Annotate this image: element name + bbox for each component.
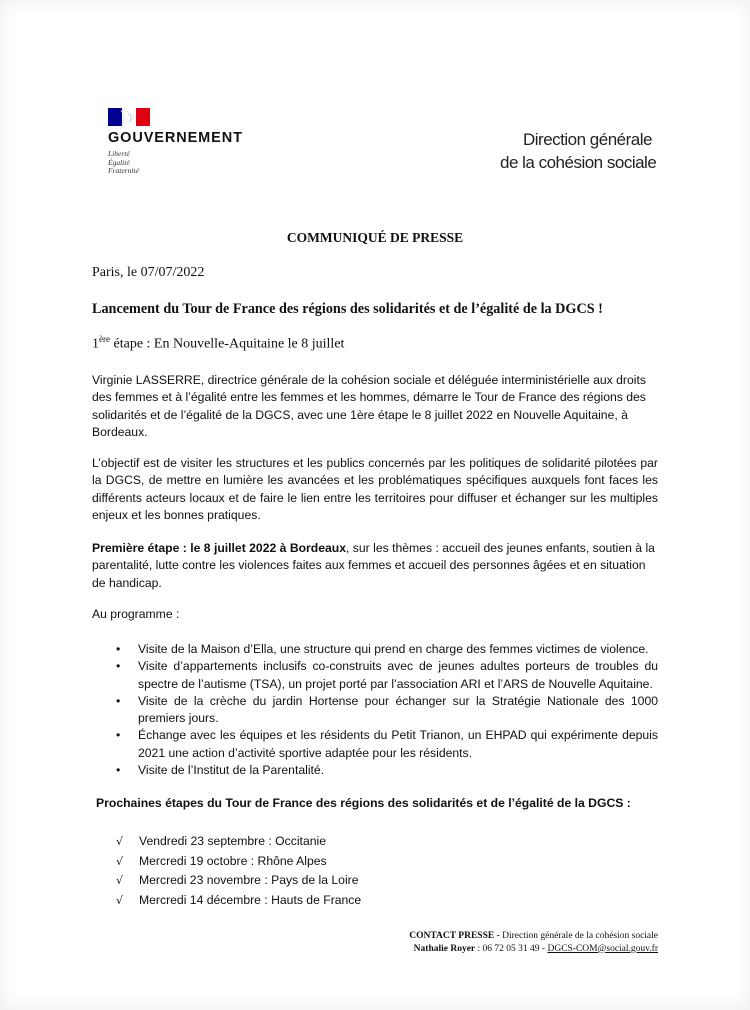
program-item-text: Échange avec les équipes et les résidents du Petit Trianon, un EHPAD qui expérimente depuis 2021 une action d’activité sportive adaptée pour les résidents. [138,728,658,760]
first-step-themes: , sur les thèmes : accueil des jeunes enfants, soutien à la parentalité, lutte contre les violences faites aux femmes et accueil des personnes âgées et en situation de handicap. [92,541,655,590]
first-step-bold: Première étape : le 8 juillet 2022 à Bordeaux [92,541,347,555]
list-item [92,658,658,693]
program-item-text: Visite de l’Institut de la Parentalité. [138,763,325,778]
list-item [116,852,361,872]
motto-liberte: Liberté [108,149,130,158]
checkmark-icon: √ [116,893,124,907]
contact-line-2 [409,943,658,956]
objective-paragraph: L’objectif est de visiter les structures et les publics concernés par les politiques de solidarité pilotées par la DGCS, de mettre en lumière les avancées et les problématiques spécifiques auxquels font faces les différents acteurs locaux et de faire le lien entre les territoires pour diffuser et échanger sur les multiples enjeux et les bonnes pratiques. [92,456,658,522]
checkmark-icon: √ [116,835,124,848]
intro-paragraph: Virginie LASSERRE, directrice générale de la cohésion sociale et déléguée interministérielle aux droits des femmes et à l’égalité entre les femmes et les hommes, démarre le Tour de France des régions des solidarités et de l’égalité de la DGCS, avec une 1ère étape le 8 juillet 2022 en Nouvelle Aquitaine, à Bordeaux. [92,373,646,439]
step-number: 1 [92,336,99,352]
list-item [92,762,658,779]
next-step-text: Mercredi 14 décembre : Hauts de France [139,892,362,907]
bullet-icon: • [116,642,121,656]
first-step-paragraph [92,540,658,592]
contact-phone: : 06 72 05 31 49 - [475,943,548,954]
next-step-text: Mercredi 19 octobre : Rhône Alpes [139,853,327,868]
motto-egalite: Égalité [108,157,130,167]
department-line-1: Direction générale [523,130,652,149]
list-item [116,832,361,852]
bullet-icon: • [116,728,121,743]
date-line: Paris, le 07/07/2022 [92,265,205,280]
bullet-icon: • [116,659,121,674]
program-label: Au programme : [92,607,180,621]
marianne-flag-icon [108,108,150,126]
list-item [116,871,361,891]
government-wordmark: GOUVERNEMENT [108,130,243,146]
list-item [92,641,658,658]
next-step-text: Vendredi 23 septembre : Occitanie [139,834,326,848]
step-text: étape : En Nouvelle-Aquitaine le 8 juillet [110,336,345,352]
next-steps-title: Prochaines étapes du Tour de France des régions des solidarités et de l’égalité de la DGCS : [96,796,631,810]
checkmark-icon: √ [116,854,124,868]
document-title: COMMUNIQUÉ DE PRESSE [286,230,464,245]
motto-fraternite: Fraternité [108,166,139,175]
bullet-icon: • [116,763,121,778]
list-item [92,693,658,728]
next-step-text: Mercredi 23 novembre : Pays de la Loire [139,873,359,887]
contact-name: Nathalie Royer [413,943,476,954]
next-steps-list [116,832,361,910]
program-list [92,641,658,779]
press-contact [409,930,658,955]
program-item-text: Visite d’appartements inclusifs co-construits avec de jeunes adultes porteurs de troubles du spectre de l’autisme (TSA), un projet porté par l’association ARI et l’ARS de Nouvelle Aquitaine. [138,659,658,691]
checkmark-icon: √ [116,874,124,887]
headline: Lancement du Tour de France des régions des solidarités et de l’égalité de la DGCS ! [92,301,603,317]
contact-email-link[interactable]: DGCS-COM@social.gouv.fr [547,943,658,954]
department-name [500,128,656,174]
list-item [116,891,361,911]
republic-motto [108,150,139,176]
program-item-text: Visite de la Maison d’Ella, une structure qui prend en charge des femmes victimes de violence. [138,642,649,656]
step-superscript: ère [99,334,110,344]
program-item-text: Visite de la crèche du jardin Hortense pour échanger sur la Stratégie Nationale des 1000 premiers jours. [138,693,658,726]
contact-line-1 [409,930,658,943]
department-line-2: de la cohésion sociale [500,153,657,172]
contact-label: CONTACT PRESSE - [409,931,500,941]
first-step-line [92,334,344,353]
contact-org: Direction générale de la cohésion sociale [499,931,658,941]
bullet-icon: • [116,693,121,708]
list-item [92,727,658,762]
